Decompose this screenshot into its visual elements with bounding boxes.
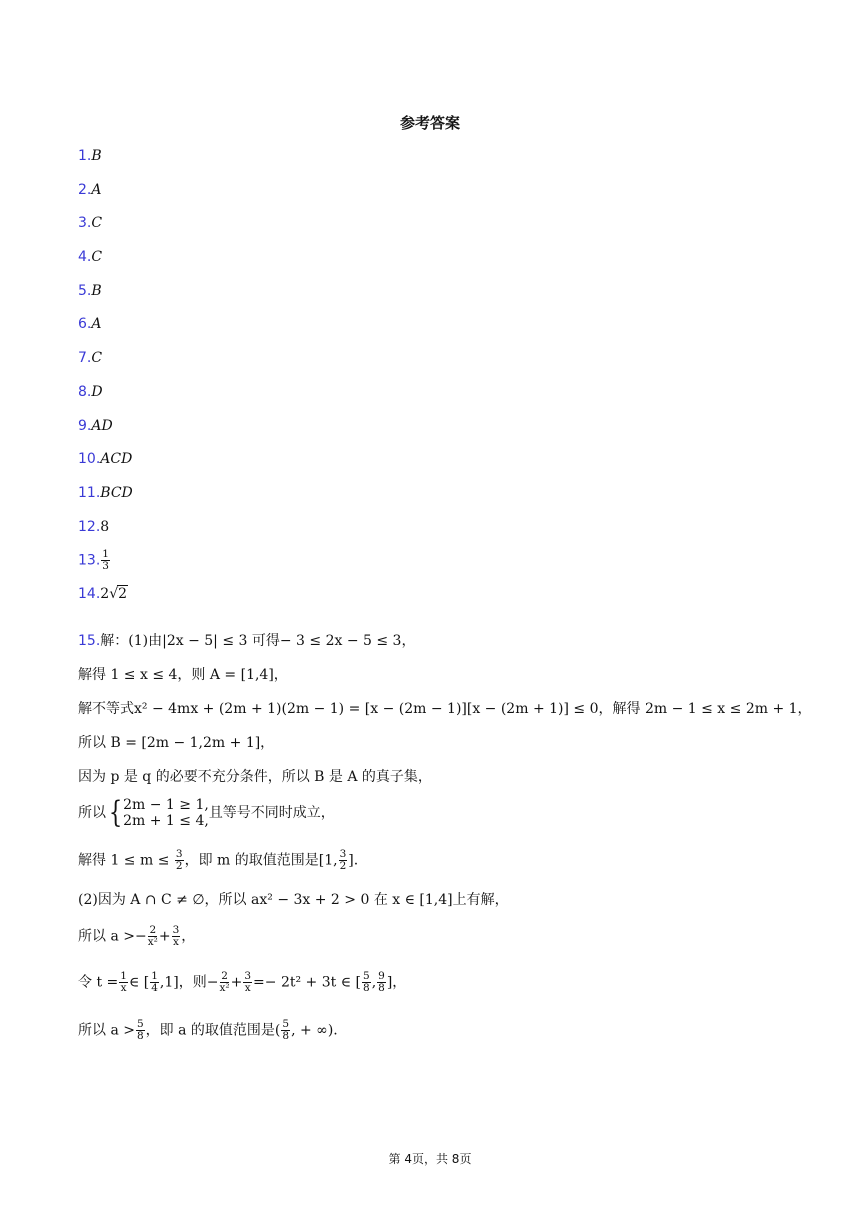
answer-value: A [91, 181, 102, 198]
fraction [362, 971, 371, 994]
fraction [119, 971, 128, 994]
answer-number: 1. [78, 148, 92, 164]
fraction-denominator: 8 [282, 1030, 290, 1042]
fraction [136, 1019, 145, 1042]
answer-fraction [101, 549, 110, 572]
answer-value: C [91, 249, 103, 266]
solution-text: ∈ [ [128, 974, 150, 991]
answer-value: B [91, 148, 102, 164]
page-title: 参考答案 [399, 114, 460, 132]
fraction [219, 971, 229, 994]
answer-number: 10. [78, 451, 101, 468]
solution-line: 因为 p 是 q 的必要不充分条件，所以 B 是 A 的真子集， [78, 769, 432, 785]
answer-number: 6. [78, 316, 92, 333]
page-footer: 第 4页，共 8页 [388, 1152, 472, 1166]
fraction-numerator: 5 [363, 970, 370, 982]
fraction-denominator: 8 [363, 982, 370, 994]
fraction-numerator: 5 [282, 1018, 290, 1030]
fraction-numerator: 5 [136, 1018, 144, 1030]
solution-text: ， [181, 928, 196, 945]
fraction-numerator: 9 [378, 970, 385, 982]
answer-number: 12. [78, 518, 101, 535]
answer-item [78, 549, 133, 583]
solution-line [78, 849, 358, 872]
solution-line [78, 630, 415, 650]
equation-system [106, 797, 209, 829]
solution-text: 且等号不同时成立， [208, 805, 335, 821]
solution-text: 解得 1 ≤ m ≤ [78, 852, 170, 869]
answer-list [78, 145, 133, 617]
fraction-numerator: 3 [172, 924, 180, 936]
solution-text: ]. [348, 852, 359, 869]
answer-coefficient: 2 [100, 585, 110, 602]
fraction-numerator: 2 [149, 924, 157, 936]
fraction [377, 971, 386, 994]
fraction-denominator: x [244, 982, 251, 994]
fraction [148, 925, 158, 948]
fraction-denominator: 3 [102, 560, 109, 573]
solution-line: 解不等式x² − 4mx + (2m + 1)(2m − 1) = [x − (2m − 1)][x − (2m + 1)] ≤ 0，解得 2m − 1 ≤ x ≤ 2m + 1， [78, 701, 812, 717]
fraction [172, 925, 181, 948]
answer-item [78, 583, 133, 617]
solution-text: ，即 a 的取值范围是( [145, 1022, 281, 1039]
answer-value: D [91, 383, 103, 400]
answer-number: 15. [78, 633, 101, 649]
solution-line: (2)因为 A ∩ C ≠ ∅，所以 ax² − 3x + 2 > 0 在 x ∈ [1,4]上有解， [78, 892, 509, 908]
fraction-denominator: 4 [151, 982, 158, 994]
answer-number: 5. [78, 282, 92, 299]
fraction-denominator: x² [219, 982, 230, 994]
solution-text: 所以 a >− [78, 928, 147, 945]
fraction-numerator: 3 [244, 970, 252, 982]
solution-text: , + ∞). [291, 1022, 338, 1039]
radicand: 2 [118, 585, 128, 602]
fraction-numerator: 2 [221, 970, 228, 982]
answer-value: A [91, 316, 102, 333]
solution-text: ]， [386, 974, 407, 991]
left-brace-icon: { [108, 795, 123, 830]
fraction-denominator: 8 [378, 982, 385, 994]
fraction [150, 971, 159, 994]
answer-item [78, 482, 133, 516]
solution-text: 所以 a > [78, 1022, 135, 1039]
fraction-numerator: 1 [151, 970, 158, 982]
answer-value: 8 [100, 518, 110, 535]
answer-number: 7. [78, 350, 92, 367]
answer-value: BCD [100, 484, 133, 501]
fraction [175, 849, 184, 872]
solution-text: =− 2t² + 3t ∈ [ [253, 974, 361, 991]
solution-text: , [371, 974, 377, 991]
solution-line [78, 971, 406, 994]
answer-value: ACD [100, 451, 133, 468]
answer-number: 4. [78, 249, 92, 266]
answer-number: 9. [78, 417, 92, 434]
solution-line [78, 1019, 338, 1042]
answer-item [78, 313, 133, 347]
fraction [339, 849, 348, 872]
solution-text: 所以 [78, 805, 106, 821]
answer-number: 3. [78, 215, 92, 232]
solution-line [78, 797, 335, 829]
system-equation-1: 2m − 1 ≥ 1, [123, 797, 209, 813]
solution-text: ，即 m 的取值范围是[1, [184, 852, 338, 869]
solution-text: + [158, 928, 171, 945]
fraction-numerator: 3 [175, 848, 183, 860]
fraction-numerator: 3 [339, 848, 347, 860]
answer-item [78, 145, 133, 179]
solution-line: 所以 B = [2m − 1,2m + 1]， [78, 735, 275, 751]
answer-item [78, 415, 133, 449]
solution-line: 解得 1 ≤ x ≤ 4，则 A = [1,4]， [78, 667, 288, 683]
answer-item [78, 347, 133, 381]
fraction [243, 971, 252, 994]
radical-sign-icon: √ [109, 585, 119, 602]
square-root [109, 583, 128, 605]
solution-text: + [230, 974, 243, 991]
answer-number: 13. [78, 552, 101, 569]
answer-number: 8. [78, 383, 92, 400]
answer-value: C [91, 215, 103, 232]
answer-value: B [91, 282, 102, 299]
solution-text: ,1]，则− [159, 974, 219, 991]
answer-value: AD [91, 417, 113, 434]
system-equation-2: 2m + 1 ≤ 4, [123, 813, 209, 829]
answer-item [78, 212, 133, 246]
answer-value: C [91, 350, 103, 367]
answer-item [78, 280, 133, 314]
answer-item [78, 448, 133, 482]
fraction-denominator: 8 [136, 1030, 144, 1042]
answer-item [78, 179, 133, 213]
answer-item [78, 246, 133, 280]
fraction-numerator: 1 [120, 970, 127, 982]
solution-text: 令 t = [78, 974, 119, 991]
fraction-denominator: x² [147, 936, 158, 948]
fraction-denominator: x [120, 982, 127, 994]
fraction-denominator: x [172, 936, 179, 948]
answer-number: 14. [78, 585, 101, 602]
fraction-denominator: 2 [339, 860, 347, 872]
fraction-denominator: 2 [175, 860, 183, 872]
solution-text: 解：(1)由|2x − 5| ≤ 3 可得− 3 ≤ 2x − 5 ≤ 3， [100, 633, 416, 649]
fraction [281, 1019, 290, 1042]
answer-number: 2. [78, 181, 92, 198]
fraction-numerator: 1 [102, 548, 109, 561]
solution-line [78, 925, 195, 948]
answer-number: 11. [78, 484, 101, 501]
answer-item [78, 516, 133, 550]
answer-item [78, 381, 133, 415]
